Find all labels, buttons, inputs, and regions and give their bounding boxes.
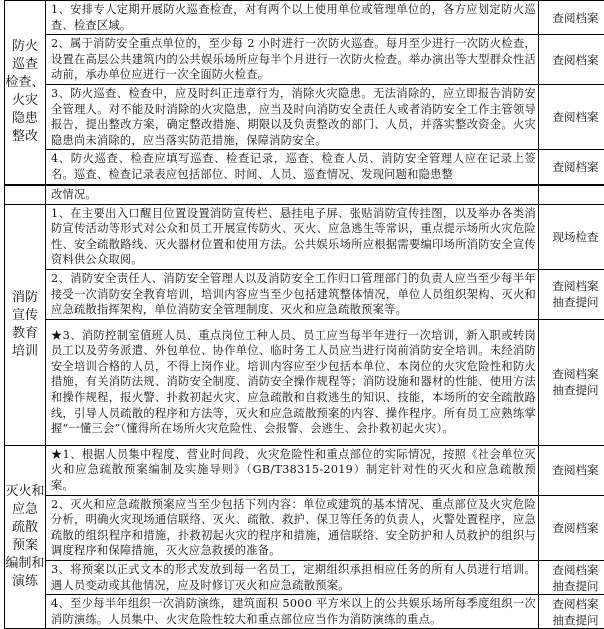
- category-line: 灭火和: [5, 483, 45, 501]
- requirement-text: 1、在主要出入口醒目位置设置消防宣传栏、悬挂电子屏、张贴消防宣传挂图，以及举办各类消防宣传活动等形式对公众和员工开展宣传防火、灭火、应急逃生等常识，重点提示场所火灾危险性、安全疏散路线、灭火器材位置和使用方法。公共娱乐场所应根据需要编印场所消防安全宣传资料供公众取阅。: [46, 204, 539, 269]
- category-line: 编制和: [5, 555, 45, 573]
- check-method: [539, 319, 604, 445]
- table-row: [5, 560, 604, 594]
- category-cell: [5, 204, 46, 445]
- requirement-text: 2、灭火和应急疏散预案应当至少包括下列内容：单位或建筑的基本情况、重点部位及火灾危险分析，明确火灾现场通信联络、灭火、疏散、救护、保卫等任务的负责人，火警处置程序，应急疏散的组织程序和措施，扑救初起火灾的程序和措施，通信联络、安全防护和人员救护的组织与调度程序和保障措施，灭火应急救援的准备。: [46, 495, 539, 560]
- requirement-text: 2、消防安全责任人、消防安全管理人以及消防安全工作归口管理部门的负责人应当至少每半年接受一次消防安全教育培训，培训内容应当至少包括建筑整体情况，单位人员组织架构、灭火和应急疏散指挥架构，单位消防安全管理制度、灭火和应急疏散预案等。: [46, 269, 539, 319]
- method-label: 查阅档案: [539, 462, 604, 478]
- table-row: [5, 319, 604, 445]
- check-method: [539, 595, 604, 629]
- category-line: 宣传: [5, 307, 45, 325]
- category-line: 演练: [5, 573, 45, 591]
- category-line: 疏散: [5, 519, 45, 537]
- table-row: [5, 150, 604, 184]
- category-line: 火灾: [5, 92, 45, 110]
- table-row: [5, 269, 604, 319]
- table-row: [5, 1, 604, 35]
- method-label: 查阅档案: [539, 52, 604, 68]
- method-label: 查阅档案: [539, 109, 604, 125]
- check-method: [539, 1, 604, 35]
- method-label: 抽查提问: [539, 612, 604, 628]
- table-row: [5, 186, 604, 205]
- category-line: 培训: [5, 343, 45, 361]
- category-cell: [5, 1, 46, 185]
- category-line: 消防: [5, 289, 45, 307]
- table-row: [5, 445, 604, 495]
- method-label: 查阅档案: [539, 278, 604, 294]
- method-label: 查阅档案: [539, 159, 604, 175]
- continuation-text: 改情况。: [46, 186, 539, 205]
- check-method: [539, 186, 604, 205]
- check-method: [539, 495, 604, 560]
- method-label: 查阅档案: [539, 562, 604, 578]
- category-line: 预案: [5, 537, 45, 555]
- training-and-plan-table: [4, 185, 604, 629]
- requirement-text: 1、安排专人定期开展防火巡查检查，对有两个以上使用单位或管理单位的，各方应划定防火巡查、检查区域。: [46, 1, 539, 35]
- check-method: [539, 560, 604, 594]
- table-row: [5, 595, 604, 629]
- method-label: 查阅档案: [539, 10, 604, 26]
- table-row: [5, 495, 604, 560]
- category-line: 教育: [5, 325, 45, 343]
- method-label: 抽查提问: [539, 382, 604, 398]
- category-line: 隐患: [5, 110, 45, 128]
- category-line: 应急: [5, 501, 45, 519]
- requirement-text: 4、防火巡查、检查应填写巡查、检查记录，巡查、检查人员、消防安全管理人应在记录上签名。巡查、检查记录表应包括部位、时间、人员、巡查情况、发现问题和隐患整: [46, 150, 539, 184]
- requirement-text: 3、防火巡查、检查中，应及时纠正违章行为，消除火灾隐患。无法消除的，应立即报告消防安全管理人。对不能及时消除的火灾隐患，应当及时向消防安全责任人或者消防安全工作主管领导报告，提出整改方案，确定整改措施、期限以及负责整改的部门、人员，并落实整改资金。火灾隐患尚未消除的，应当落实防范措施，保障消防安全。: [46, 84, 539, 149]
- check-method: [539, 84, 604, 149]
- category-cell: [5, 186, 46, 205]
- method-label: 查阅档案: [539, 596, 604, 612]
- check-method: [539, 150, 604, 184]
- category-line: 整改: [5, 128, 45, 146]
- table-row: [5, 84, 604, 149]
- method-label: 查阅档案: [539, 366, 604, 382]
- check-method: [539, 445, 604, 495]
- category-line: 巡查: [5, 56, 45, 74]
- category-cell: [5, 445, 46, 629]
- requirement-text: 2、属于消防安全重点单位的，至少每 2 小时进行一次防火巡查。每月至少进行一次防火检查，设置在高层公共建筑内的公共娱乐场所应每半个月进行一次防火检查。举办演出等大型群众性活动前，承办单位应进行一次全面防火检查。: [46, 35, 539, 85]
- fire-inspection-table: [4, 0, 604, 185]
- requirement-text: ★1、根据人员集中程度、营业时间段、火灾危险性和重点部位的实际情况，按照《社会单位灭火和应急疏散预案编制及实施导则》（GB/T38315-2019）制定针对性的灭火和应急疏散预案。: [46, 445, 539, 495]
- method-label: 抽查提问: [539, 578, 604, 594]
- category-line: 防火: [5, 38, 45, 56]
- category-line: 检查、: [5, 74, 45, 92]
- method-label: 查阅档案: [539, 520, 604, 536]
- requirement-text: ★3、消防控制室值班人员、重点岗位工种人员、员工应当每半年进行一次培训，新入职或转岗员工以及劳务派遣、外包单位、协作单位、临时务工人员应当进行岗前消防安全培训。未经消防安全培训合格的人员，不得上岗作业。培训内容应至少包括本单位、本岗位的火灾危险性和防火措施，有关消防法规、消防安全制度、消防安全操作规程等；消防设施和器材的性能、使用方法和操作规程，报火警、扑救初起火灾、应急疏散和自救逃生的知识、技能，本场所的安全疏散路线，引导人员疏散的程序和方法等，灭火和应急疏散预案的内容、操作程序。所有员工应熟练掌握“一懂三会”（懂得所在场所火灾危险性、会报警、会逃生、会扑救初起火灾）。: [46, 319, 539, 445]
- table-row: [5, 35, 604, 85]
- requirement-text: 3、将预案以正式文本的形式发放到每一名员工，定期组织承担相应任务的所有人员进行培训。遇人员变动或其他情况，应及时修订灭火和应急疏散预案。: [46, 560, 539, 594]
- check-method: [539, 269, 604, 319]
- check-method: [539, 204, 604, 269]
- requirement-text: 4、至少每半年组织一次消防演练，建筑面积 5000 平方米以上的公共娱乐场所每季度组织一次消防演练。人员集中、火灾危险性较大和重点部位应当作为消防演练的重点。: [46, 595, 539, 629]
- check-method: [539, 35, 604, 85]
- method-label: 现场检查: [539, 229, 604, 245]
- method-label: 抽查提问: [539, 294, 604, 310]
- table-row: [5, 204, 604, 269]
